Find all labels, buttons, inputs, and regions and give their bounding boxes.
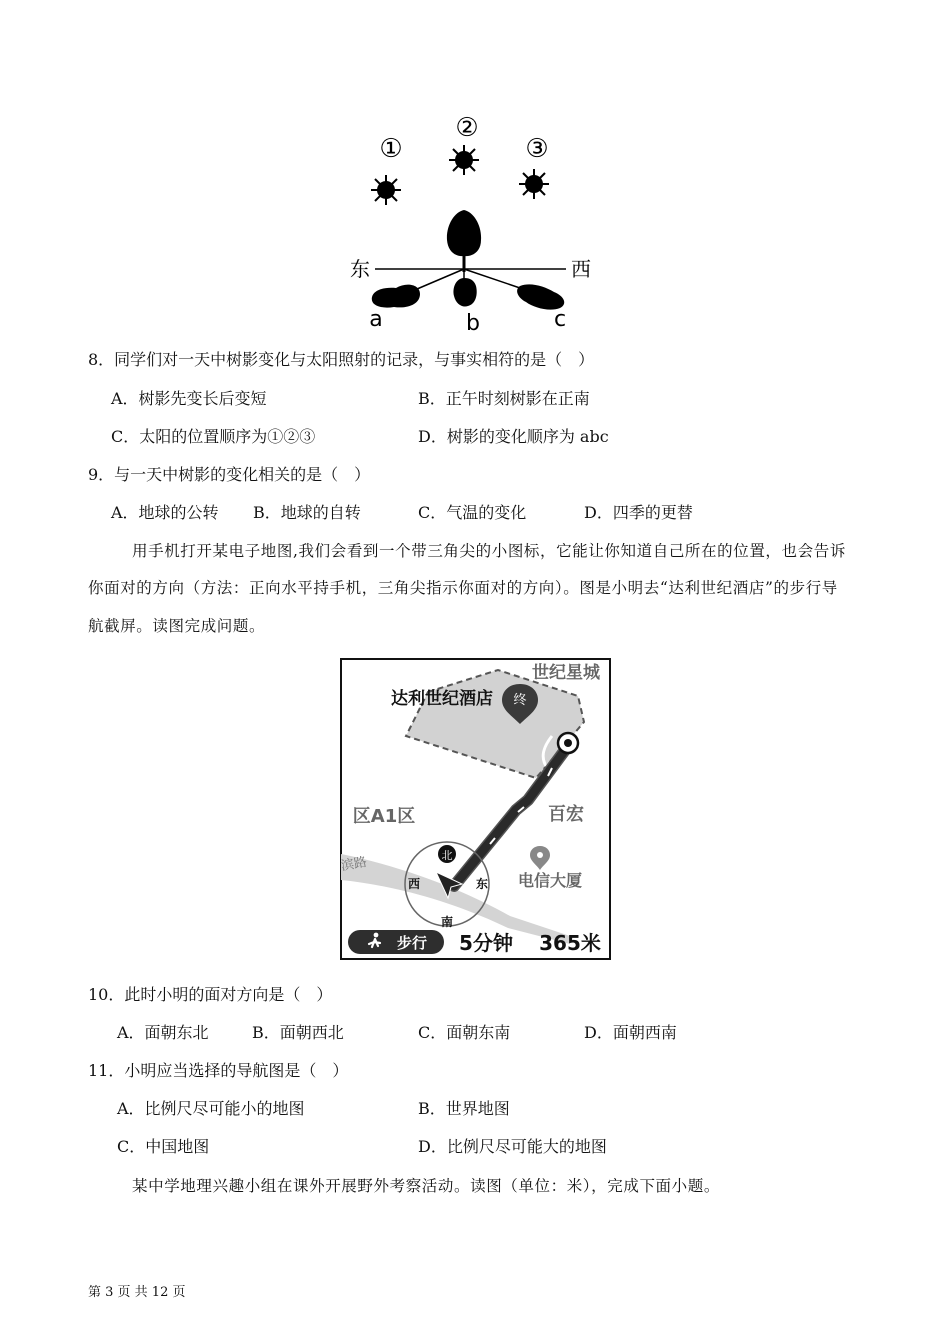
compass-north: 北	[441, 849, 453, 862]
question-8-stem: 8．同学们对一天中树影变化与太阳照射的记录，与事实相符的是（ ）	[88, 350, 595, 369]
shadow-label-a: a	[369, 307, 383, 332]
travel-distance: 365米	[539, 931, 601, 955]
sun-label-2: ②	[455, 113, 479, 143]
sun-icon	[519, 169, 549, 199]
page-footer: 第 3 页 共 12 页	[88, 1285, 186, 1300]
shadow-label-b: b	[466, 311, 480, 335]
shadow-label-c: c	[553, 307, 567, 332]
end-marker-label: 终	[513, 693, 527, 708]
shadow-a	[372, 285, 420, 308]
question-8-option-c[interactable]: C．太阳的位置顺序为①②③	[111, 427, 316, 446]
tree-crown-icon	[447, 210, 481, 256]
sun-label-3: ③	[525, 134, 549, 164]
walk-label: 步行	[396, 934, 428, 952]
sun-shadow-figure	[330, 110, 620, 335]
road-label: 滨路	[340, 854, 369, 875]
shadow-c	[517, 284, 564, 309]
sun-label-1: ①	[379, 134, 403, 164]
question-10-option-b[interactable]: B．面朝西北	[252, 1023, 344, 1042]
question-11-stem: 11．小明应当选择的导航图是（ ）	[88, 1061, 349, 1080]
question-11-option-b[interactable]: B．世界地图	[418, 1099, 510, 1118]
baihong-label: 百宏	[548, 804, 584, 825]
question-8-option-b[interactable]: B．正午时刻树影在正南	[418, 389, 590, 408]
question-11-option-a[interactable]: A．比例尺尽可能小的地图	[117, 1099, 305, 1118]
navigation-map	[340, 658, 612, 962]
shadow-b	[453, 278, 476, 307]
question-9-option-b[interactable]: B．地球的自转	[253, 503, 361, 522]
passage-line-1: 用手机打开某电子地图,我们会看到一个带三角尖的小图标，它能让你知道自己所在的位置，也会告诉	[132, 542, 846, 560]
west-label: 西	[571, 257, 591, 281]
passage-line-3: 航截屏。读图完成问题。	[88, 617, 266, 635]
question-10-option-c[interactable]: C．面朝东南	[418, 1023, 511, 1042]
east-label: 东	[350, 257, 370, 281]
question-10-option-d[interactable]: D．面朝西南	[584, 1023, 677, 1042]
telecom-label: 电信大厦	[517, 871, 583, 890]
question-8-option-d[interactable]: D．树影的变化顺序为 abc	[418, 427, 609, 446]
question-11-option-d[interactable]: D．比例尺尽可能大的地图	[418, 1137, 607, 1156]
question-10-option-a[interactable]: A．面朝东北	[117, 1023, 209, 1042]
compass-west: 西	[407, 877, 421, 891]
question-8-option-a[interactable]: A．树影先变长后变短	[111, 389, 267, 408]
district-label: 区A1区	[352, 806, 416, 827]
hotel-label: 达利世纪酒店	[391, 689, 493, 709]
century-city-label: 世纪星城	[532, 663, 600, 683]
question-9-stem: 9．与一天中树影的变化相关的是（ ）	[88, 465, 371, 484]
next-section-intro: 某中学地理兴趣小组在课外开展野外考察活动。读图（单位：米），完成下面小题。	[132, 1177, 720, 1195]
question-10-stem: 10．此时小明的面对方向是（ ）	[88, 985, 333, 1004]
question-9-option-a[interactable]: A．地球的公转	[111, 503, 219, 522]
question-11-option-c[interactable]: C．中国地图	[117, 1137, 210, 1156]
compass-south: 南	[440, 915, 454, 929]
passage-line-2: 你面对的方向（方法：正向水平持手机，三角尖指示你面对的方向）。图是小明去“达利世纪酒店”的步行导	[88, 579, 838, 597]
compass-east: 东	[475, 877, 489, 891]
sun-icon	[371, 175, 401, 205]
question-9-option-c[interactable]: C．气温的变化	[418, 503, 527, 522]
sun-icon	[449, 145, 479, 175]
question-9-option-d[interactable]: D．四季的更替	[584, 503, 693, 522]
travel-time: 5分钟	[459, 931, 513, 955]
